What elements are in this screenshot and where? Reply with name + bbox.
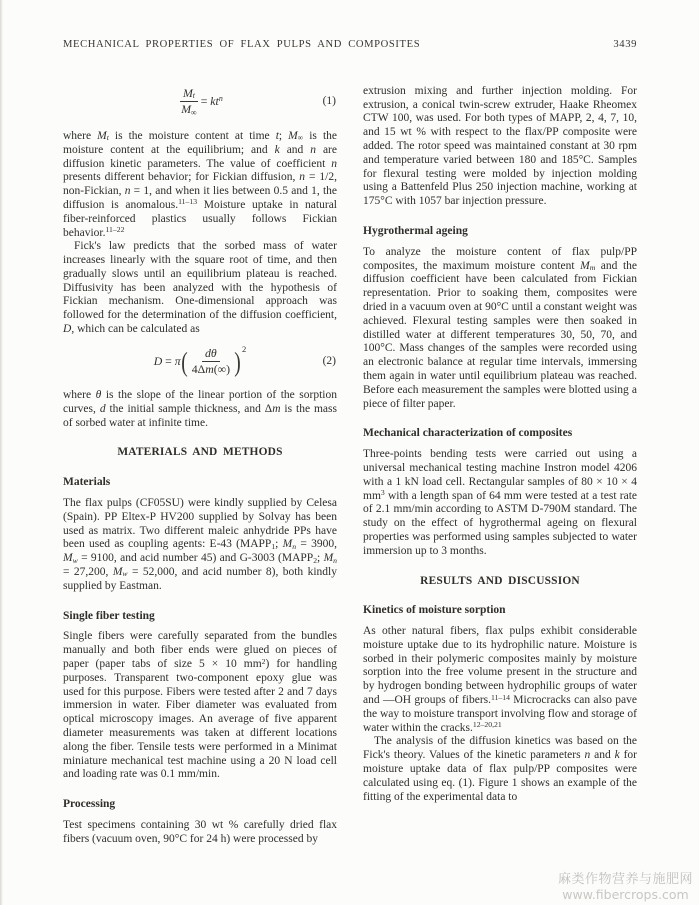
paragraph-processing: Test specimens containing 30 wt % carefully dried flax fibers (vacuum oven, 90°C for 24 h) were processed by [63,818,337,845]
section-materials-and-methods: MATERIALS AND METHODS [117,446,283,459]
paragraph-diffusion-analysis: The analysis of the diffusion kinetics was based on the Fick's theory. Values of the kinetic parameters n and k for moisture uptake data of flax pulp/PP composites were calculated using eq. (1). Figure 1 shows an example of the fitting of the experimental data to [363,735,637,803]
section-results-and-discussion: RESULTS AND DISCUSSION [420,574,580,587]
paragraph-kinetics: As other natural fibers, flax pulps exhibit considerable moisture uptake due to its hydrophilic nature. Moisture is sorbed in their polymeric composites mainly by moisture sorption into the free volume present in the structure and by hydrogen bonding between hydrophilic groups of water and —OH groups of fibers.$^{11-14}$ Microcracks can also pave the way to moisture transport involving flow and storage of water within the cracks.$^{12-20,21}$ [363,625,637,734]
close-parenthesis: ) [234,346,241,377]
paragraph-mechanical-characterization: Three-points bending tests were carried out using a universal mechanical testing machine Instron model 4206 with a 1 kN load cell. Rectangular samples of 80 × 10 × 4 $mm^3$ with a length span of 64 mm were tested at a test rate of 2.1 mm/min according to ASTM D-790M standard. The study on the effect of hygrothermal ageing on flexural properties was performed using samples subjected to water immersion up to 3 months. [363,448,637,557]
equation-2-denominator: 4Δm(∞) [191,362,231,377]
subheading-single-fiber-testing: Single fiber testing [63,609,155,622]
subheading-materials: Materials [63,476,111,489]
watermark-site-name: 麻类作物营养与施肥网 [557,872,693,888]
two-column-body [63,85,637,847]
paragraph-where-mt: where $M_t$ is the moisture content at time t; $M_\infty$ is the moisture content at the equilibrium; and k and n are diffusion kinetic parameters. The value of coefficient n presents different behavior; for Fickian diffusion, n = 1/2, non-Fickian, n = 1, and when it lies between 0.5 and 1, the diffusion is anomalous.$^{11-13}$ Moisture uptake in natural fiber-reinforced plastics usually follows Fickian behavior.$^{11-22}$ [63,129,338,239]
subheading-processing: Processing [63,798,116,811]
paragraph-materials: The flax pulps (CF05SU) were kindly supplied by Celesa (Spain). PP Eltex-P HV200 supplied by Solvay has been used as matrix. Two different maleic anhydride PPs have been used as coupling agents: E-43 ($MAPP_1$; $M_n = 3900$, $M_w = 9100$, and acid number 45) and G-3003 ($MAPP_2$; $M_n = 27,200$, $M_w = 52,000$, and acid number 8), both kindly supplied by Eastman. [63,496,337,592]
paragraph-where-theta: where θ is the slope of the linear portion of the sorption curves, d the initial sample thickness, and Δm is the mass of sorbed water at infinite time. [63,389,337,429]
page-number: 3439 [613,39,637,50]
equation-2-number: (2) [322,355,336,368]
equation-1-numerator: $M_t$ [180,87,198,103]
right-column [363,85,637,847]
running-head [63,38,637,52]
left-column [63,85,337,847]
subheading-kinetics-of-moisture-sorption: Kinetics of moisture sorption [363,604,506,617]
paragraph-hygrothermal-ageing: To analyze the moisture content of flax pulp/PP composites, the maximum moisture content $M_m$ and the diffusion coefficient have been calculated from Fickian representation. Prior to soaking them, composites were dried in a vacuum oven at 90°C until a constant weight was achieved. Flexural testing samples were then soaked in distilled water at different temperatures 30, 50, 70, and 100°C. Mass changes of the samples were recorded using an electronic balance at regular time intervals, immersing them again in water until equilibrium plateau was reached. Before each measurement the samples were blotted using a piece of filter paper. [363,245,637,410]
equation-2-fraction [189,347,233,377]
equation-1 [63,87,337,117]
open-parenthesis: ( [180,346,188,377]
running-title: MECHANICAL PROPERTIES OF FLAX PULPS AND COMPOSITES [63,39,421,50]
watermark-url: www.fibercrops.com [562,887,689,902]
equation-1-number: (1) [322,94,336,107]
equation-2-body [153,344,247,377]
paragraph-ficks-law: Fick's law predicts that the sorbed mass of water increases linearly with the square root of time, and then gradually slows until an equilibrium plateau is reached. Diffusivity has been analyzed with the hypothesis of Fickian mechanism. One-dimensional approach was followed for the determination of the diffusion coefficient, D, which can be calculated as [63,240,337,336]
equation-2-numerator: dθ [202,347,220,363]
equation-2 [63,344,337,377]
equation-1-denominator: $M_\infty$ [181,102,197,117]
equation-1-body [177,87,223,117]
paragraph-extrusion: extrusion mixing and further injection molding. For extrusion, a conical twin-screw extruder, Haake Rheomex CTW 100, was used. For both types of MAPP, 2, 4, 7, 10, and 15 wt % with respect to the flax/PP composite were added. The rotor speed was maintained constant at 30 rpm and temperature varied between 180 and 185°C. Samples for flexural testing were molded by injection molding using a Battenfeld Plus 250 injection machine, working at 175°C with 1057 bar injection pressure. [363,84,637,208]
equation-2-exponent: 2 [242,344,247,355]
equation-1-rhs: = $kt^n$ [200,93,223,108]
watermark [558,873,693,902]
paragraph-single-fiber-testing: Single fibers were carefully separated from the bundles manually and both fiber ends were glued on pieces of paper (paper tabs of size 5 × 10 $mm^2$) for handling purposes. Transparent two-component epoxy glue was used for this purpose. Fibers were tested after 2 and 7 days immersion in water. Fiber diameter was evaluated from optical microscopy images. An average of five apparent diameter measurements was taken at different locations along the fiber. Tensile tests were performed in a Minimat miniature mechanical test machine using a 20 N load cell and loading rate was 0.1 mm/min. [63,630,337,781]
subheading-mechanical-characterization: Mechanical characterization of composites [363,427,573,440]
equation-2-lhs: D = π [153,354,181,369]
equation-1-fraction [178,87,199,117]
subheading-hygrothermal-ageing: Hygrothermal ageing [363,224,468,237]
